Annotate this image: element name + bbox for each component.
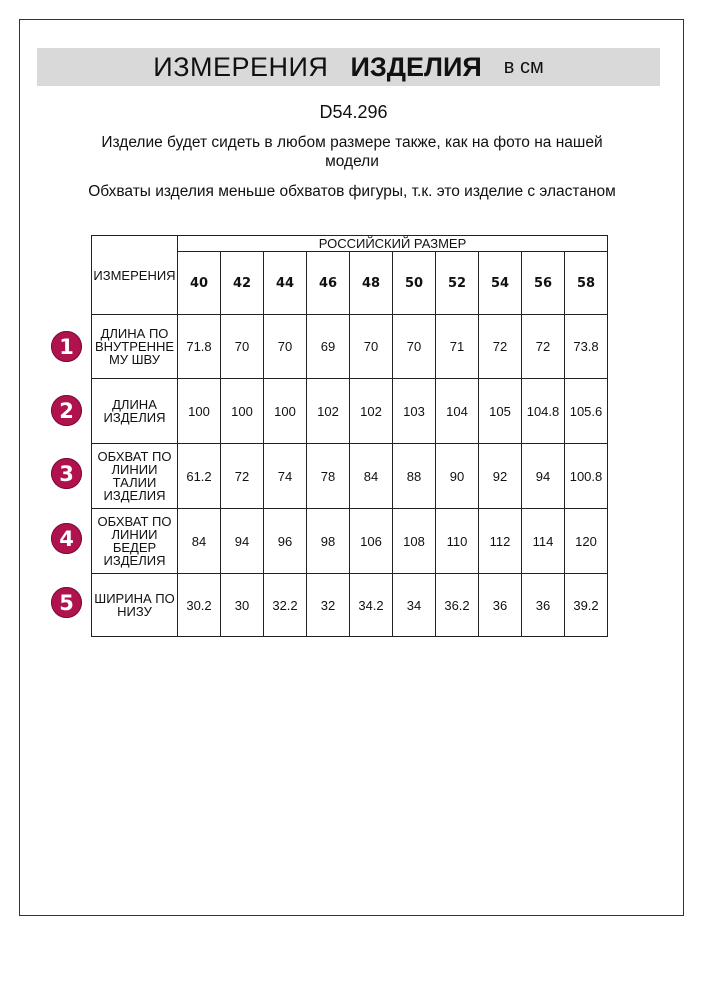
measurement-value: 72: [522, 315, 565, 379]
measurement-value: 30: [221, 574, 264, 637]
measurement-value: 106: [350, 509, 393, 574]
measurement-value: 120: [565, 509, 608, 574]
measurement-value: 34.2: [350, 574, 393, 637]
title-banner: [37, 48, 660, 86]
row-number-badge: 3: [51, 458, 82, 489]
measurement-value: 94: [221, 509, 264, 574]
measurement-value: 112: [479, 509, 522, 574]
size-table: [91, 235, 608, 637]
elastane-note: Обхваты изделия меньше обхватов фигуры, т.к. это изделие с эластаном: [88, 183, 616, 200]
measurement-value: 90: [436, 444, 479, 509]
measurement-value: 92: [479, 444, 522, 509]
measurement-value: 32.2: [264, 574, 307, 637]
measurement-value: 103: [393, 379, 436, 444]
table-row: [92, 574, 608, 637]
measurement-value: 36.2: [436, 574, 479, 637]
size-header-cell: 52: [436, 252, 479, 315]
measurement-value: 104: [436, 379, 479, 444]
table-row: [92, 444, 608, 509]
measurement-value: 102: [307, 379, 350, 444]
measurement-value: 74: [264, 444, 307, 509]
table-row: [92, 315, 608, 379]
measurement-value: 105: [479, 379, 522, 444]
size-header-cell: 46: [307, 252, 350, 315]
measurement-value: 108: [393, 509, 436, 574]
row-number-badge: 2: [51, 395, 82, 426]
measurement-value: 61.2: [178, 444, 221, 509]
measurement-value: 70: [350, 315, 393, 379]
measurement-value: 72: [221, 444, 264, 509]
measurement-value: 105.6: [565, 379, 608, 444]
row-number-badge: 1: [51, 331, 82, 362]
measurement-label: ДЛИНА ИЗДЕЛИЯ: [92, 379, 178, 444]
size-header-cell: 58: [565, 252, 608, 315]
measurement-value: 32: [307, 574, 350, 637]
size-header-cell: 44: [264, 252, 307, 315]
size-header-cell: 40: [178, 252, 221, 315]
table-row: [92, 509, 608, 574]
measurement-value: 71.8: [178, 315, 221, 379]
measurement-value: 96: [264, 509, 307, 574]
measurement-value: 94: [522, 444, 565, 509]
row-number-badge: 4: [51, 523, 82, 554]
measurement-value: 70: [393, 315, 436, 379]
size-header-cell: 54: [479, 252, 522, 315]
measurement-label: ОБХВАТ ПО ЛИНИИ ТАЛИИ ИЗДЕЛИЯ: [92, 444, 178, 509]
measurement-value: 71: [436, 315, 479, 379]
measurement-value: 114: [522, 509, 565, 574]
measurement-value: 69: [307, 315, 350, 379]
measurement-value: 100: [178, 379, 221, 444]
size-header-cell: 50: [393, 252, 436, 315]
fit-note: Изделие будет сидеть в любом размере также, как на фото на нашей модели: [101, 134, 603, 170]
measurement-value: 100.8: [565, 444, 608, 509]
measurement-value: 84: [350, 444, 393, 509]
measurement-label: ОБХВАТ ПО ЛИНИИ БЕДЕР ИЗДЕЛИЯ: [92, 509, 178, 574]
measurement-value: 70: [221, 315, 264, 379]
measurement-value: 36: [522, 574, 565, 637]
measurements-header: ИЗМЕРЕНИЯ: [92, 236, 178, 315]
table-row: [92, 379, 608, 444]
measurement-value: 34: [393, 574, 436, 637]
measurement-value: 100: [264, 379, 307, 444]
measurement-value: 100: [221, 379, 264, 444]
measurement-value: 88: [393, 444, 436, 509]
measurement-value: 39.2: [565, 574, 608, 637]
measurement-value: 73.8: [565, 315, 608, 379]
measurement-value: 102: [350, 379, 393, 444]
product-code: D54.296: [319, 102, 388, 122]
measurement-value: 36: [479, 574, 522, 637]
measurement-value: 104.8: [522, 379, 565, 444]
measurement-label: ДЛИНА ПО ВНУТРЕННЕ МУ ШВУ: [92, 315, 178, 379]
size-header-cell: 42: [221, 252, 264, 315]
measurement-value: 72: [479, 315, 522, 379]
row-number-badge: 5: [51, 587, 82, 618]
measurement-value: 84: [178, 509, 221, 574]
title-bold: ИЗДЕЛИЯ: [350, 51, 482, 82]
size-header-cell: 48: [350, 252, 393, 315]
title-units: в см: [503, 55, 544, 78]
measurement-value: 30.2: [178, 574, 221, 637]
measurement-value: 110: [436, 509, 479, 574]
size-system-header: РОССИЙСКИЙ РАЗМЕР: [178, 236, 608, 252]
measurement-label: ШИРИНА ПО НИЗУ: [92, 574, 178, 637]
measurement-value: 98: [307, 509, 350, 574]
measurement-value: 70: [264, 315, 307, 379]
size-header-cell: 56: [522, 252, 565, 315]
title-regular: ИЗМЕРЕНИЯ: [153, 51, 329, 82]
measurement-value: 78: [307, 444, 350, 509]
